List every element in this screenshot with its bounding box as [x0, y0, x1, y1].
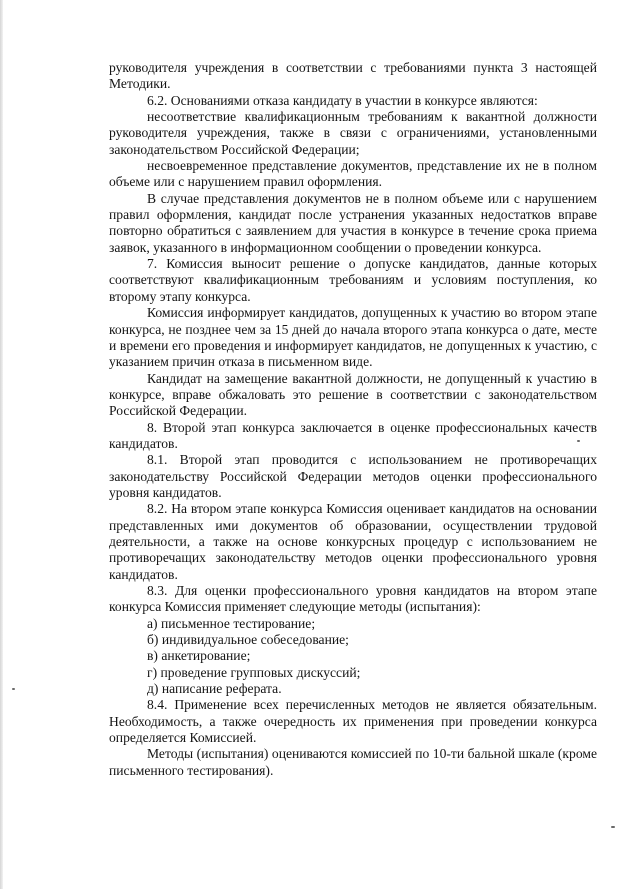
list-item: б) индивидуальное собеседование; [147, 632, 349, 648]
paragraph-appeal: Кандидат на замещение вакантной должности, не допущенный к участию в конкурсе, вправе обжаловать это решение в соответствии с законодательством Российской Федерации. [109, 370, 597, 419]
list-item: г) проведение групповых дискуссий; [147, 664, 361, 680]
list-item: в) анкетирование; [147, 648, 251, 664]
scan-speck [611, 826, 615, 828]
paragraph-8-2: 8.2. На втором этапе конкурса Комиссия оценивает кандидатов на основании представленных ими документов об образовании, осуществлении трудовой деятельности, а также на основе конкурсных процедур с использованием не противоречащих законодательству методов оценки профессионального уровня кандидатов. [109, 501, 597, 582]
paragraph-scoring: Методы (испытания) оцениваются комиссией по 10-ти бальной шкале (кроме письменного тестирования). [109, 746, 597, 778]
paragraph-notification: Комиссия информирует кандидатов, допущенных к участию во втором этапе конкурса, не позднее чем за 15 дней до начала второго этапа конкурса о дате, месте и времени его проведения и информирует кандидатов, не допущенных к участию, с указанием причин отказа в письменном виде. [109, 305, 597, 370]
paragraph-refusal-reason-1: несоответствие квалификационным требованиям к вакантной должности руководителя учреждения, также в связи с ограничениями, установленными законодательством Российской Федерации; [109, 109, 597, 157]
paragraph-continuation: руководителя учреждения в соответствии с требованиями пункта 3 настоящей Методики. [109, 60, 597, 92]
list-item: а) письменное тестирование; [147, 615, 316, 631]
list-item: д) написание реферата. [147, 681, 282, 697]
paragraph-7: 7. Комиссия выносит решение о допуске кандидатов, данные которых соответствуют квалификационным требованиям и условиям поступления, ко второму этапу конкурса. [109, 256, 597, 304]
paragraph-refusal-reason-2: несвоевременное представление документов, представление их не в полном объеме или с нарушением правил оформления. [109, 158, 597, 190]
paragraph-resubmission: В случае представления документов не в полном объеме или с нарушением правил оформления, кандидат после устранения указанных недостатков вправе повторно обратиться с заявлением для участия в конкурсе в течение срока приема заявок, указанного в информационном сообщении о проведении конкурса. [109, 190, 597, 255]
scan-speck [12, 688, 15, 690]
document-page [109, 60, 597, 779]
scan-edge-shadow [0, 0, 3, 889]
paragraph-6-2: 6.2. Основаниями отказа кандидату в участии в конкурсе являются: [147, 92, 538, 108]
paragraph-8-1: 8.1. Второй этап проводится с использованием не противоречащих законодательству Российской Федерации методов оценки профессионального уровня кандидатов. [109, 452, 597, 500]
paragraph-8-3: 8.3. Для оценки профессионального уровня кандидатов на втором этапе конкурса Комиссия применяет следующие методы (испытания): [109, 583, 597, 615]
paragraph-8: 8. Второй этап конкурса заключается в оценке профессиональных качеств кандидатов. [109, 419, 597, 451]
paragraph-8-4: 8.4. Применение всех перечисленных методов не является обязательным. Необходимость, а также очередность их применения при проведении конкурса определяется Комиссией. [109, 697, 597, 746]
